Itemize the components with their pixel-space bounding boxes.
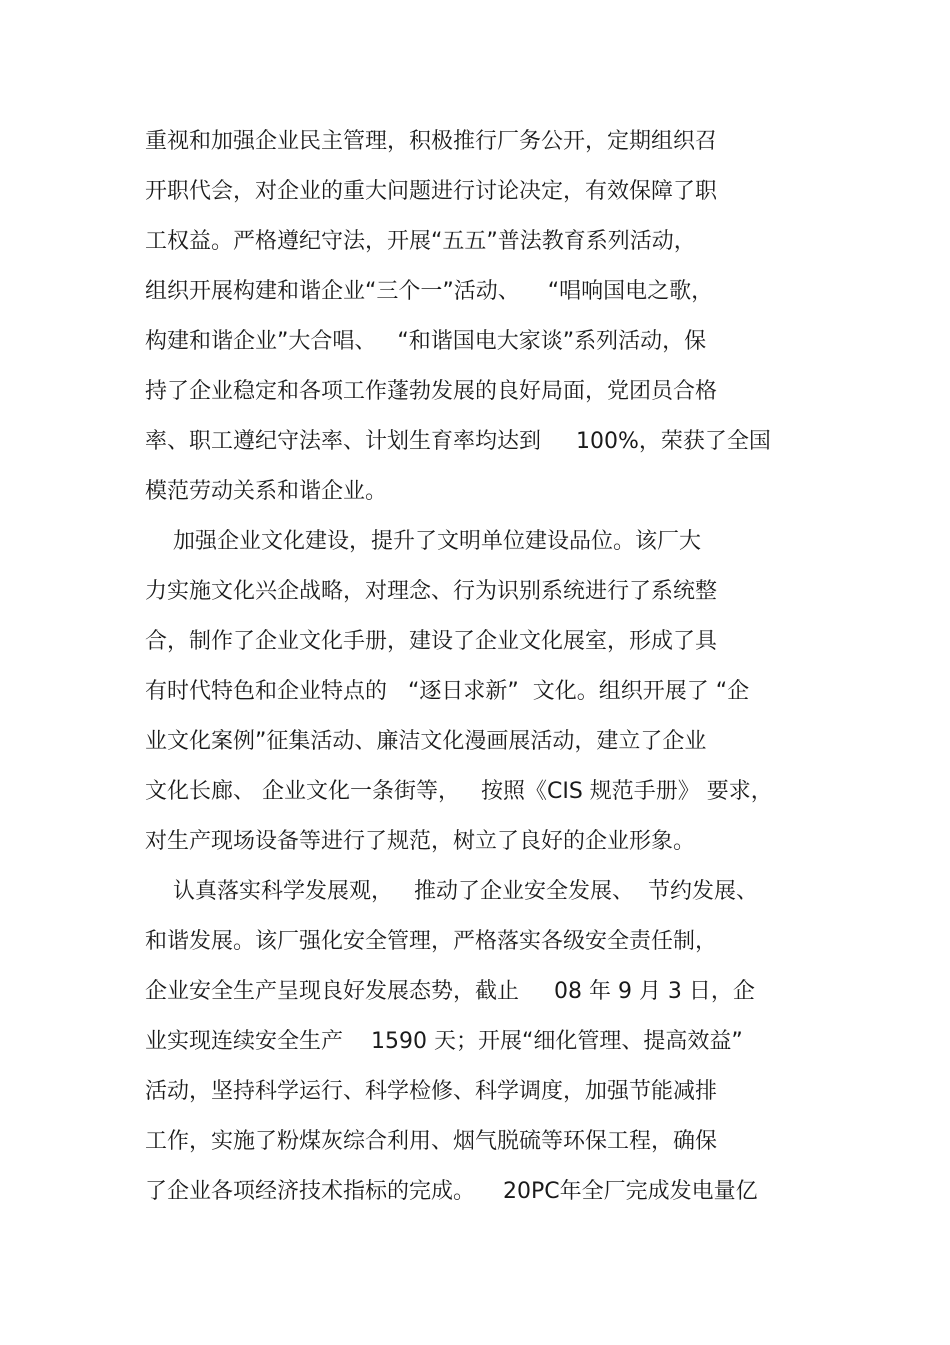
text-line: 工权益。严格遵纪守法，开展“五五”普法教育系列活动， <box>145 229 696 254</box>
text-line: 工作，实施了粉煤灰综合利用、烟气脱硫等环保工程，确保 <box>145 1129 718 1154</box>
text-line: 开职代会，对企业的重大问题进行讨论决定，有效保障了职 <box>145 179 718 204</box>
text-line: 构建和谐企业”大合唱、 “和谐国电大家谈”系列活动，保 <box>145 329 707 354</box>
text-line: 活动，坚持科学运行、科学检修、科学调度，加强节能减排 <box>145 1079 718 1104</box>
text-line: 加强企业文化建设，提升了文明单位建设品位。该厂大 <box>145 529 701 554</box>
text-line: 和谐发展。该厂强化安全管理，严格落实各级安全责任制， <box>145 929 718 954</box>
text-line: 对生产现场设备等进行了规范，树立了良好的企业形象。 <box>145 829 696 854</box>
text-line: 有时代特色和企业特点的 “逐日求新” 文化。组织开展了 “企 <box>145 679 750 704</box>
text-line: 了企业各项经济技术指标的完成。 20PC年全厂完成发电量亿 <box>145 1179 758 1204</box>
text-line: 合，制作了企业文化手册，建设了企业文化展室，形成了具 <box>145 629 718 654</box>
text-line: 业文化案例”征集活动、廉洁文化漫画展活动，建立了企业 <box>145 729 707 754</box>
text-line: 文化长廊、 企业文化一条街等， 按照《CIS 规范手册》 要求， <box>145 779 773 804</box>
text-line: 企业安全生产呈现良好发展态势，截止 08 年 9 月 3 日，企 <box>145 979 755 1004</box>
text-line: 认真落实科学发展观， 推动了企业安全发展、 节约发展、 <box>145 879 758 904</box>
text-line: 业实现连续安全生产 1590 天；开展“细化管理、提高效益” <box>145 1029 743 1054</box>
text-line: 率、职工遵纪守法率、计划生育率均达到 100%，荣获了全国 <box>145 429 771 454</box>
text-line: 持了企业稳定和各项工作蓬勃发展的良好局面，党团员合格 <box>145 379 718 404</box>
text-line: 重视和加强企业民主管理，积极推行厂务公开，定期组织召 <box>145 129 718 154</box>
text-line: 模范劳动关系和谐企业。 <box>145 479 388 504</box>
text-line: 组织开展构建和谐企业“三个一”活动、 “唱响国电之歌， <box>145 279 714 304</box>
text-line: 力实施文化兴企战略，对理念、行为识别系统进行了系统整 <box>145 579 718 604</box>
